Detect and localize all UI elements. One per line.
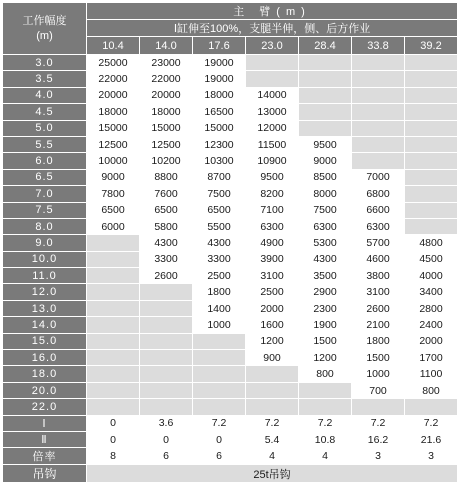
telescope-value: 0 bbox=[193, 431, 246, 447]
load-value bbox=[87, 284, 140, 300]
load-value: 4300 bbox=[140, 235, 193, 251]
load-value: 700 bbox=[352, 382, 405, 398]
load-value: 14000 bbox=[246, 87, 299, 103]
load-row bbox=[3, 55, 458, 71]
load-value bbox=[352, 153, 405, 169]
load-value bbox=[193, 366, 246, 382]
load-value: 15000 bbox=[140, 120, 193, 136]
load-value: 6500 bbox=[87, 202, 140, 218]
load-value bbox=[87, 366, 140, 382]
load-value: 6300 bbox=[352, 218, 405, 234]
load-value: 25000 bbox=[87, 55, 140, 71]
load-value bbox=[246, 55, 299, 71]
load-value bbox=[405, 153, 458, 169]
telescope-value: 0 bbox=[87, 431, 140, 447]
telescope-value: 7.2 bbox=[352, 415, 405, 431]
radius-label: 6.5 bbox=[3, 169, 87, 185]
load-row bbox=[3, 333, 458, 349]
radius-label: 3.0 bbox=[3, 55, 87, 71]
load-value bbox=[299, 399, 352, 415]
load-value: 4500 bbox=[405, 251, 458, 267]
load-value bbox=[140, 350, 193, 366]
load-row bbox=[3, 87, 458, 103]
load-value: 6800 bbox=[352, 186, 405, 202]
radius-header-unit: (m) bbox=[36, 29, 53, 42]
load-row bbox=[3, 218, 458, 234]
load-row bbox=[3, 366, 458, 382]
boom-length-header: 39.2 bbox=[405, 37, 458, 55]
radius-label: 3.5 bbox=[3, 71, 87, 87]
load-value bbox=[352, 71, 405, 87]
load-value: 3100 bbox=[352, 284, 405, 300]
load-value: 8700 bbox=[193, 169, 246, 185]
load-value: 2600 bbox=[140, 268, 193, 284]
load-value: 22000 bbox=[140, 71, 193, 87]
radius-label: 7.5 bbox=[3, 202, 87, 218]
boom-title: 主 臂(m) bbox=[87, 3, 458, 20]
radius-label: 20.0 bbox=[3, 382, 87, 398]
load-value bbox=[87, 235, 140, 251]
load-row bbox=[3, 268, 458, 284]
radius-label: 4.5 bbox=[3, 104, 87, 120]
radius-label: 18.0 bbox=[3, 366, 87, 382]
load-row bbox=[3, 136, 458, 152]
load-value: 13000 bbox=[246, 104, 299, 120]
condition-text: Ⅰ缸伸至100%，支腿半伸，侧、后方作业 bbox=[87, 20, 458, 37]
radius-label: 4.0 bbox=[3, 87, 87, 103]
load-value: 9000 bbox=[87, 169, 140, 185]
load-value: 2800 bbox=[405, 300, 458, 316]
load-row bbox=[3, 399, 458, 415]
load-value: 12500 bbox=[140, 136, 193, 152]
load-row bbox=[3, 284, 458, 300]
load-value: 6500 bbox=[140, 202, 193, 218]
load-value bbox=[405, 71, 458, 87]
boom-length-header: 10.4 bbox=[87, 37, 140, 55]
load-value: 20000 bbox=[140, 87, 193, 103]
load-value: 6000 bbox=[87, 218, 140, 234]
load-row bbox=[3, 317, 458, 333]
load-value: 1900 bbox=[299, 317, 352, 333]
load-value bbox=[87, 350, 140, 366]
load-value bbox=[352, 399, 405, 415]
load-value bbox=[352, 55, 405, 71]
load-value: 7100 bbox=[246, 202, 299, 218]
load-value: 8000 bbox=[299, 186, 352, 202]
radius-label: 13.0 bbox=[3, 300, 87, 316]
load-value: 6500 bbox=[193, 202, 246, 218]
load-value: 3900 bbox=[246, 251, 299, 267]
load-value bbox=[405, 55, 458, 71]
load-value bbox=[352, 104, 405, 120]
telescope-label: 倍率 bbox=[3, 448, 87, 465]
load-value bbox=[299, 55, 352, 71]
telescope-row bbox=[3, 448, 458, 465]
load-value: 5300 bbox=[299, 235, 352, 251]
load-value bbox=[246, 366, 299, 382]
load-value: 7500 bbox=[193, 186, 246, 202]
load-value: 1500 bbox=[299, 333, 352, 349]
radius-header-label: 工作幅度 bbox=[22, 14, 67, 27]
load-value: 9500 bbox=[246, 169, 299, 185]
load-row bbox=[3, 71, 458, 87]
load-value: 4600 bbox=[352, 251, 405, 267]
load-row bbox=[3, 350, 458, 366]
load-value: 900 bbox=[246, 350, 299, 366]
load-value bbox=[193, 333, 246, 349]
load-value bbox=[352, 136, 405, 152]
telescope-value: 21.6 bbox=[405, 431, 458, 447]
load-row bbox=[3, 382, 458, 398]
load-row bbox=[3, 104, 458, 120]
hook-value: 25t吊钩 bbox=[87, 465, 458, 483]
load-value: 2900 bbox=[299, 284, 352, 300]
load-value: 1600 bbox=[246, 317, 299, 333]
load-value: 16500 bbox=[193, 104, 246, 120]
telescope-value: 7.2 bbox=[193, 415, 246, 431]
radius-label: 22.0 bbox=[3, 399, 87, 415]
load-value: 10000 bbox=[87, 153, 140, 169]
load-value bbox=[87, 317, 140, 333]
telescope-value: 4 bbox=[246, 448, 299, 465]
load-value bbox=[140, 399, 193, 415]
radius-label: 5.5 bbox=[3, 136, 87, 152]
load-value: 2000 bbox=[405, 333, 458, 349]
telescope-value: 6 bbox=[193, 448, 246, 465]
load-value: 6300 bbox=[299, 218, 352, 234]
telescope-value: 7.2 bbox=[246, 415, 299, 431]
load-value: 2400 bbox=[405, 317, 458, 333]
load-value bbox=[405, 186, 458, 202]
load-value bbox=[87, 382, 140, 398]
load-value: 2000 bbox=[246, 300, 299, 316]
load-value bbox=[352, 120, 405, 136]
load-value: 8800 bbox=[140, 169, 193, 185]
hook-label: 吊钩 bbox=[3, 465, 87, 483]
telescope-value: 3 bbox=[405, 448, 458, 465]
load-value: 11500 bbox=[246, 136, 299, 152]
load-value: 5800 bbox=[140, 218, 193, 234]
load-value: 12500 bbox=[87, 136, 140, 152]
load-value bbox=[193, 350, 246, 366]
load-value: 6600 bbox=[352, 202, 405, 218]
load-value: 1400 bbox=[193, 300, 246, 316]
radius-label: 10.0 bbox=[3, 251, 87, 267]
load-value bbox=[299, 71, 352, 87]
load-value bbox=[246, 71, 299, 87]
load-value: 18000 bbox=[87, 104, 140, 120]
load-value: 22000 bbox=[87, 71, 140, 87]
telescope-value: 10.8 bbox=[299, 431, 352, 447]
load-value: 19000 bbox=[193, 55, 246, 71]
load-chart bbox=[2, 2, 457, 483]
load-value: 3500 bbox=[299, 268, 352, 284]
load-value: 18000 bbox=[140, 104, 193, 120]
radius-label: 15.0 bbox=[3, 333, 87, 349]
load-value: 15000 bbox=[193, 120, 246, 136]
load-value: 7800 bbox=[87, 186, 140, 202]
load-value: 9000 bbox=[299, 153, 352, 169]
load-value: 12000 bbox=[246, 120, 299, 136]
load-value bbox=[140, 382, 193, 398]
load-value: 1800 bbox=[352, 333, 405, 349]
load-value bbox=[140, 366, 193, 382]
boom-length-header: 28.4 bbox=[299, 37, 352, 55]
radius-label: 5.0 bbox=[3, 120, 87, 136]
load-value: 2300 bbox=[299, 300, 352, 316]
load-value: 1200 bbox=[246, 333, 299, 349]
load-value: 1000 bbox=[352, 366, 405, 382]
telescope-value: 0 bbox=[140, 431, 193, 447]
telescope-value: 8 bbox=[87, 448, 140, 465]
load-row bbox=[3, 235, 458, 251]
load-value: 9500 bbox=[299, 136, 352, 152]
load-value: 4900 bbox=[246, 235, 299, 251]
load-value bbox=[193, 382, 246, 398]
load-value: 7600 bbox=[140, 186, 193, 202]
load-value bbox=[246, 382, 299, 398]
load-value: 1000 bbox=[193, 317, 246, 333]
load-value: 5700 bbox=[352, 235, 405, 251]
load-value: 7000 bbox=[352, 169, 405, 185]
telescope-value: 7.2 bbox=[405, 415, 458, 431]
load-value bbox=[246, 399, 299, 415]
load-value: 3100 bbox=[246, 268, 299, 284]
load-row bbox=[3, 300, 458, 316]
load-value bbox=[405, 136, 458, 152]
load-value: 15000 bbox=[87, 120, 140, 136]
boom-length-header: 23.0 bbox=[246, 37, 299, 55]
telescope-row bbox=[3, 415, 458, 431]
load-value: 1800 bbox=[193, 284, 246, 300]
load-value: 7500 bbox=[299, 202, 352, 218]
load-value: 2600 bbox=[352, 300, 405, 316]
telescope-row bbox=[3, 431, 458, 447]
load-value: 3300 bbox=[193, 251, 246, 267]
load-value bbox=[405, 120, 458, 136]
load-chart-table bbox=[2, 2, 458, 483]
telescope-value: 6 bbox=[140, 448, 193, 465]
hook-row bbox=[3, 465, 458, 483]
load-value bbox=[87, 268, 140, 284]
load-row bbox=[3, 153, 458, 169]
load-value bbox=[87, 251, 140, 267]
radius-label: 11.0 bbox=[3, 268, 87, 284]
load-value: 3800 bbox=[352, 268, 405, 284]
load-row bbox=[3, 120, 458, 136]
radius-label: 9.0 bbox=[3, 235, 87, 251]
load-value bbox=[299, 87, 352, 103]
load-value: 1200 bbox=[299, 350, 352, 366]
load-value: 4800 bbox=[405, 235, 458, 251]
load-value bbox=[405, 104, 458, 120]
load-value bbox=[299, 120, 352, 136]
load-value bbox=[405, 218, 458, 234]
load-value: 3400 bbox=[405, 284, 458, 300]
load-row bbox=[3, 251, 458, 267]
load-value bbox=[299, 382, 352, 398]
telescope-value: 3.6 bbox=[140, 415, 193, 431]
load-value bbox=[140, 333, 193, 349]
load-value bbox=[87, 300, 140, 316]
load-value: 2500 bbox=[193, 268, 246, 284]
radius-label: 8.0 bbox=[3, 218, 87, 234]
load-value: 800 bbox=[299, 366, 352, 382]
load-value: 20000 bbox=[87, 87, 140, 103]
radius-label: 7.0 bbox=[3, 186, 87, 202]
telescope-value: 16.2 bbox=[352, 431, 405, 447]
load-row bbox=[3, 169, 458, 185]
radius-header bbox=[3, 3, 87, 55]
radius-label: 16.0 bbox=[3, 350, 87, 366]
telescope-value: 4 bbox=[299, 448, 352, 465]
radius-label: 6.0 bbox=[3, 153, 87, 169]
load-value: 4000 bbox=[405, 268, 458, 284]
load-value: 1500 bbox=[352, 350, 405, 366]
load-value: 1100 bbox=[405, 366, 458, 382]
load-value: 8200 bbox=[246, 186, 299, 202]
load-value: 6300 bbox=[246, 218, 299, 234]
load-value: 800 bbox=[405, 382, 458, 398]
telescope-value: 0 bbox=[87, 415, 140, 431]
load-value bbox=[140, 317, 193, 333]
load-value bbox=[299, 104, 352, 120]
load-value: 4300 bbox=[299, 251, 352, 267]
load-value: 23000 bbox=[140, 55, 193, 71]
radius-label: 14.0 bbox=[3, 317, 87, 333]
telescope-value: 3 bbox=[352, 448, 405, 465]
load-value bbox=[87, 399, 140, 415]
load-value: 10200 bbox=[140, 153, 193, 169]
load-value bbox=[140, 300, 193, 316]
radius-label: 12.0 bbox=[3, 284, 87, 300]
telescope-label: Ⅱ bbox=[3, 431, 87, 447]
load-value: 18000 bbox=[193, 87, 246, 103]
load-value bbox=[405, 87, 458, 103]
load-value: 5500 bbox=[193, 218, 246, 234]
load-row bbox=[3, 202, 458, 218]
boom-length-header: 17.6 bbox=[193, 37, 246, 55]
load-value: 4300 bbox=[193, 235, 246, 251]
boom-length-header: 14.0 bbox=[140, 37, 193, 55]
load-value: 8500 bbox=[299, 169, 352, 185]
load-value bbox=[405, 399, 458, 415]
load-value: 1700 bbox=[405, 350, 458, 366]
load-value: 19000 bbox=[193, 71, 246, 87]
boom-length-header: 33.8 bbox=[352, 37, 405, 55]
load-value: 10900 bbox=[246, 153, 299, 169]
load-value bbox=[193, 399, 246, 415]
load-value: 2500 bbox=[246, 284, 299, 300]
load-value bbox=[405, 202, 458, 218]
telescope-label: Ⅰ bbox=[3, 415, 87, 431]
load-value bbox=[405, 169, 458, 185]
load-value: 12300 bbox=[193, 136, 246, 152]
load-row bbox=[3, 186, 458, 202]
load-value bbox=[140, 284, 193, 300]
telescope-value: 7.2 bbox=[299, 415, 352, 431]
load-value: 2100 bbox=[352, 317, 405, 333]
load-value bbox=[352, 87, 405, 103]
load-value: 10300 bbox=[193, 153, 246, 169]
load-value: 3300 bbox=[140, 251, 193, 267]
telescope-value: 5.4 bbox=[246, 431, 299, 447]
load-value bbox=[87, 333, 140, 349]
